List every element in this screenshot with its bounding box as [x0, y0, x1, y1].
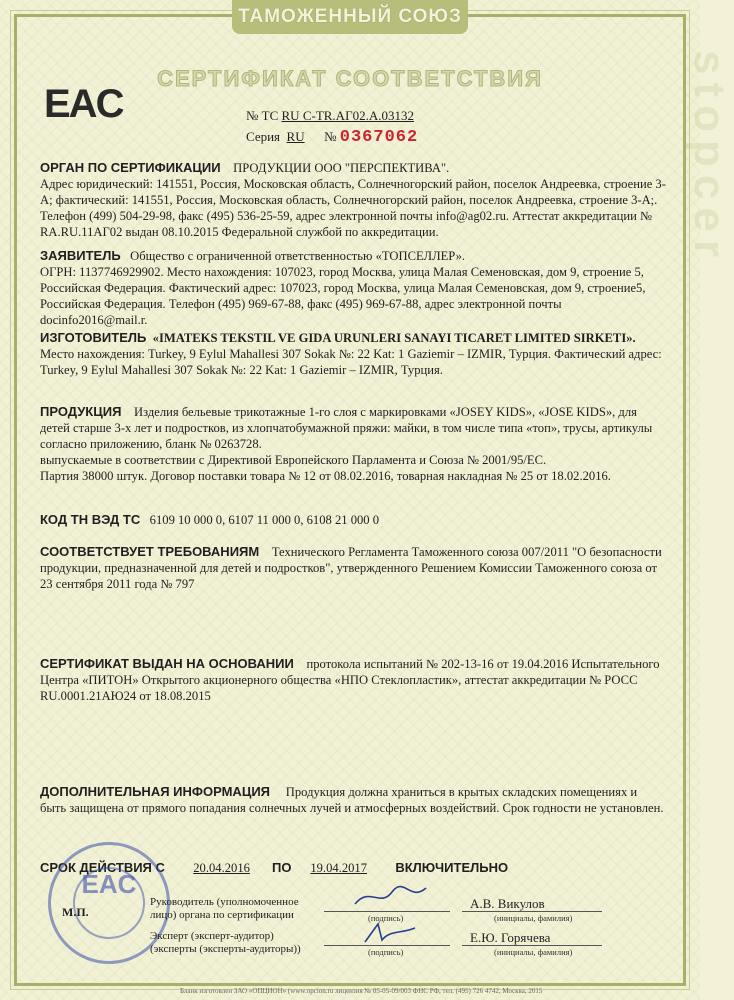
validity-to-label: ПО	[271, 860, 292, 875]
code-label: КОД ТН ВЭД ТС	[40, 512, 141, 527]
expert-name-line	[462, 945, 602, 946]
validity-from: 20.04.2016	[193, 861, 250, 875]
extra-section	[40, 784, 666, 816]
product-batch: Партия 38000 штук. Договор поставки товара № 12 от 08.02.2016, товарная накладная № 25 от 18.02.2016.	[40, 469, 611, 483]
head-signature-line	[324, 911, 450, 912]
certificate-title: СЕРТИФИКАТ СООТВЕТСТВИЯ	[157, 66, 543, 91]
applicant-label: ЗАЯВИТЕЛЬ	[40, 248, 121, 263]
certificate-number	[246, 108, 414, 124]
series-no-label: №	[324, 129, 337, 144]
organ-name: ПРОДУКЦИИ ООО "ПЕРСПЕКТИВА".	[233, 161, 450, 175]
number-label: № ТС	[246, 108, 279, 123]
applicant-details: ОГРН: 1137746929902. Место нахождения: 107023, город Москва, улица Малая Семеновская, дом 9, строение 5, Российская Федерация. Фактический адрес: 107023, город Москва, улица Малая Семеновская, дом 9, строение5, Российская Федерация. Телефон (495) 969-67-88, факс (495) 969-67-88, адрес электронной почты docinfo2016@mail.r.	[40, 265, 646, 327]
head-sig-caption: (подпись)	[368, 913, 404, 923]
watermark: stopcer	[685, 50, 734, 265]
stamp-eac: EAC	[73, 867, 145, 939]
head-role: Руководитель (уполномоченное лицо) органа по сертификации	[150, 896, 299, 921]
validity-to: 19.04.2017	[310, 861, 367, 875]
basis-section	[40, 656, 666, 704]
series-value: RU	[286, 129, 305, 144]
mp-label: М.П.	[62, 905, 89, 919]
organ-label: ОРГАН ПО СЕРТИФИКАЦИИ	[40, 160, 221, 175]
maker-name: «IMATEKS TEKSTIL VE GIDA URUNLERI SANAYI TICARET LIMITED SIRKETI».	[152, 331, 636, 345]
basis-text: протокола испытаний № 202-13-16 от 19.04.2016 Испытательного Центра «ПИТОН» Открытого акционерного общества «НПО Стеклопластик», аттестат аккредитации № РОСС RU.0001.21АЮ24 от 18.08.2015	[40, 657, 660, 703]
head-signature-icon	[350, 884, 430, 910]
head-name-line	[462, 911, 602, 912]
code-value: 6109 10 000 0, 6107 11 000 0, 6108 21 000 0	[149, 513, 380, 527]
organ-section	[40, 160, 666, 240]
validity-label: СРОК ДЕЙСТВИЯ С	[40, 860, 165, 875]
expert-name-caption: (инициалы, фамилия)	[494, 947, 573, 957]
complies-label: СООТВЕТСТВУЕТ ТРЕБОВАНИЯМ	[40, 544, 260, 559]
code-section	[40, 512, 666, 528]
series-label: Серия	[246, 129, 281, 144]
footer-print-info: Бланк изготовлен ЗАО «ОПЦИОН» (www.opcion.ru лицензия № 05-05-09/003 ФНС РФ, тел. (495) 726 4742, Москва, 2015	[180, 987, 543, 995]
expert-name: Е.Ю. Горячева	[470, 930, 551, 945]
expert-role: Эксперт (эксперт-аудитор) (эксперты (эксперты-аудиторы))	[150, 930, 301, 955]
maker-section	[40, 330, 666, 378]
product-description: Изделия бельевые трикотажные 1-го слоя с маркировками «JOSEY KIDS», «JOSE KIDS», для детей старше 3-х лет и подростков, из хлопчатобумажной пряжи: майки, в том числе типа «топ», трусы, артикулы согласно приложению, бланк № 0263728.	[40, 405, 653, 451]
number-value: RU C-TR.АГ02.А.03132	[281, 108, 414, 123]
expert-sig-caption: (подпись)	[368, 947, 404, 957]
applicant-name: Общество с ограниченной ответственностью «ТОПСЕЛЛЕР».	[130, 249, 466, 263]
validity-inclusive: ВКЛЮЧИТЕЛЬНО	[395, 860, 509, 875]
expert-signature-icon	[360, 920, 420, 946]
series-line	[246, 128, 418, 147]
complies-text: Технического Регламента Таможенного союза 007/2011 "О безопасности продукции, предназначенной для детей и подростков", утвержденного Решением Комиссии Таможенного союза от 23 сентября 2011 года № 797	[40, 545, 662, 591]
product-label: ПРОДУКЦИЯ	[40, 404, 122, 419]
customs-union-banner: ТАМОЖЕННЫЙ СОЮЗ	[232, 0, 468, 34]
eac-logo: EAC	[44, 82, 123, 126]
maker-label: ИЗГОТОВИТЕЛЬ	[40, 330, 147, 345]
product-section	[40, 404, 666, 484]
organ-details: Адрес юридический: 141551, Россия, Московская область, Солнечногорский район, поселок Андреевка, строение 3-А; фактический: 141551, Россия, Московская область, Солнечногорский район, поселок Андреевка, строение 3-А;. Телефон (499) 504-29-98, факс (495) 536-25-59, адрес электронной почты info@ag02.ru. Аттестат аккредитации № RA.RU.11АГ02 выдан 08.10.2015 Федеральной службой по аккредитации.	[40, 177, 666, 239]
product-directive: выпускаемые в соответствии с Директивой Европейского Парламента и Союза № 2001/95/ЕС.	[40, 453, 547, 467]
head-name: А.В. Викулов	[470, 896, 545, 911]
complies-section	[40, 544, 666, 592]
extra-label: ДОПОЛНИТЕЛЬНАЯ ИНФОРМАЦИЯ	[40, 784, 271, 799]
maker-details: Место нахождения: Turkey, 9 Eylul Mahallesi 307 Sokak №: 22 Kat: 1 Gaziemir – IZMIR, Турция. Фактический адрес: Turkey, 9 Eylul Mahallesi 307 Sokak №: 22 Kat: 1 Gaziemir – IZMIR, Турция.	[40, 347, 662, 377]
basis-label: СЕРТИФИКАТ ВЫДАН НА ОСНОВАНИИ	[40, 656, 294, 671]
blank-number: 0367062	[339, 128, 419, 147]
head-name-caption: (инициалы, фамилия)	[494, 913, 573, 923]
applicant-section	[40, 248, 666, 328]
extra-text: Продукция должна храниться в крытых складских помещениях и быть защищена от прямого попадания солнечных лучей и атмосферных воздействий. Срок годности не установлен.	[40, 785, 664, 815]
